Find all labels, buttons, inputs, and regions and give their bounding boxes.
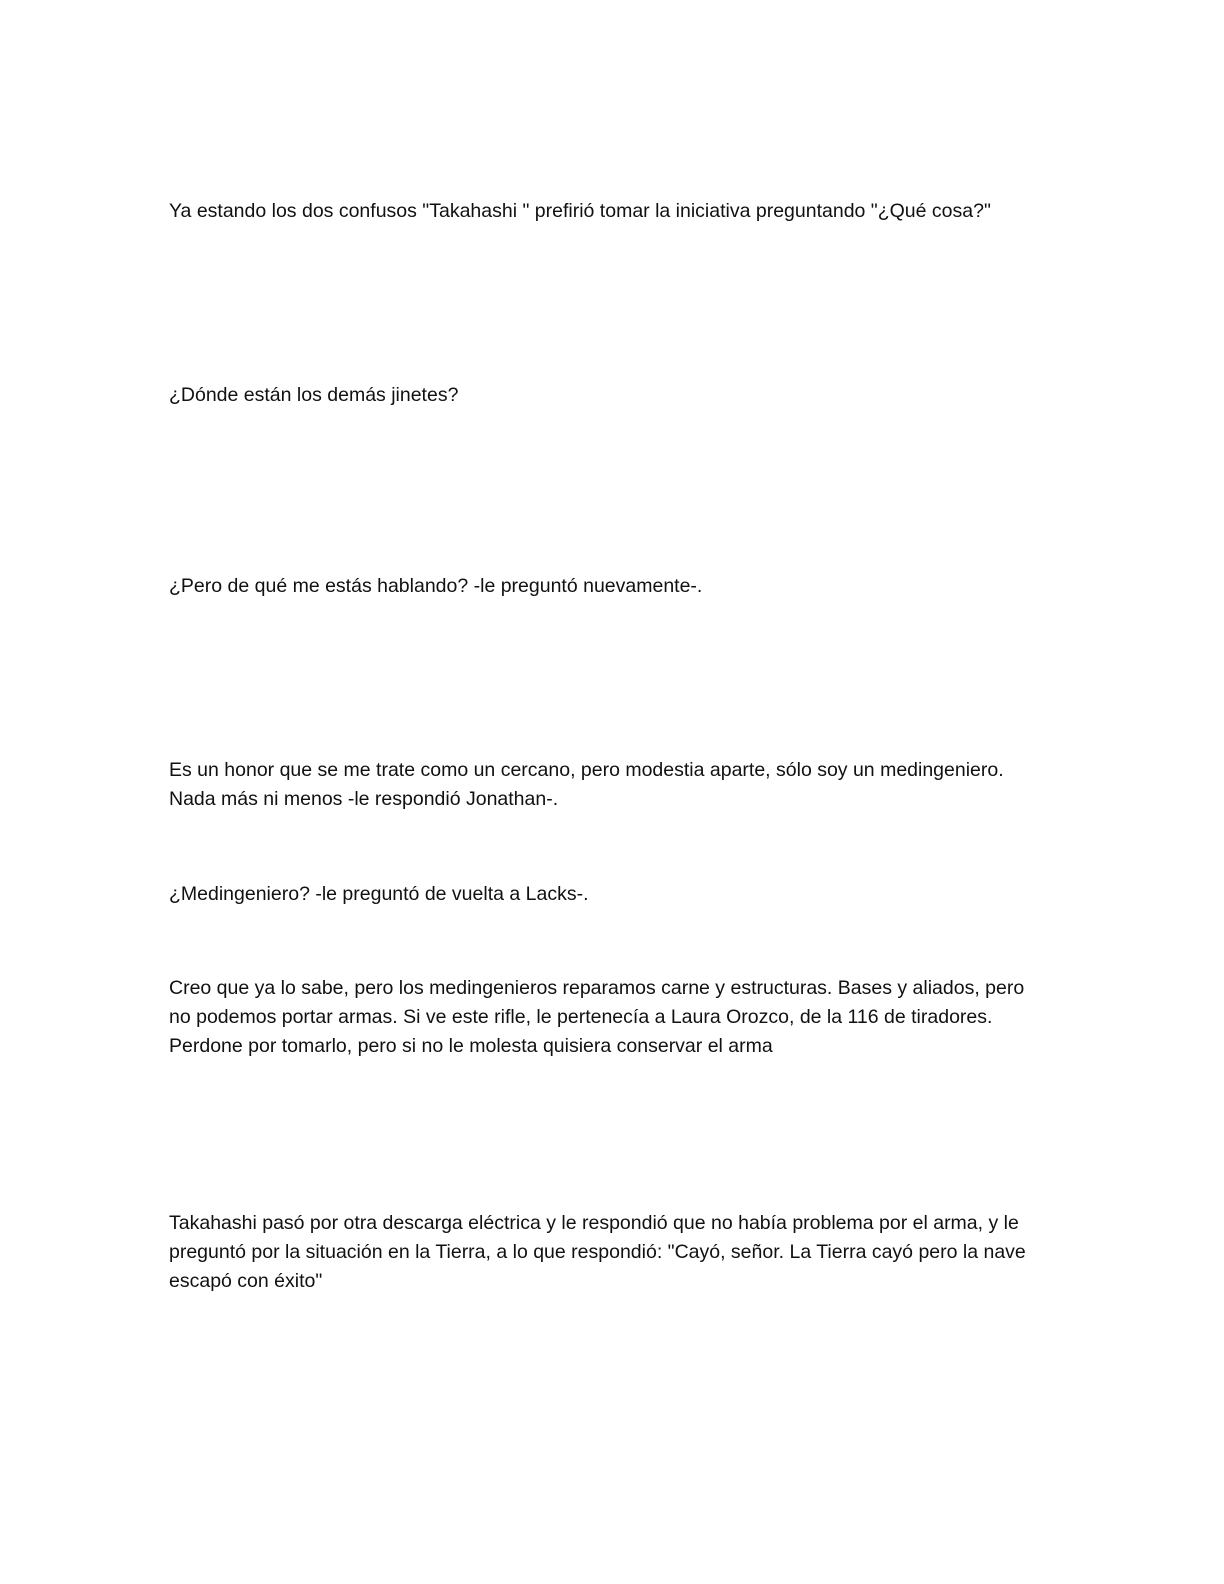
paragraph-other-riders <box>169 381 1059 410</box>
text-line: Nada más ni menos -le respondió Jonathan-. <box>169 788 559 810</box>
text-line: preguntó por la situación en la Tierra, a lo que respondió: "Cayó, señor. La Tierra cayó pero la nave <box>169 1241 1026 1263</box>
text-line: ¿Pero de qué me estás hablando? -le preguntó nuevamente-. <box>169 575 703 597</box>
text-line: Ya estando los dos confusos "Takahashi " prefirió tomar la iniciativa preguntando "¿Qué cosa?" <box>169 200 991 222</box>
text-line: ¿Dónde están los demás jinetes? <box>169 384 459 406</box>
paragraph-honor-medingeniero <box>169 756 1059 814</box>
text-line: escapó con éxito" <box>169 1270 323 1292</box>
text-line: Es un honor que se me trate como un cercano, pero modestia aparte, sólo soy un medingeniero. <box>169 759 1004 781</box>
text-line: Takahashi pasó por otra descarga eléctrica y le respondió que no había problema por el arma, y le <box>169 1212 1019 1234</box>
paragraph-what-talking <box>169 572 1059 601</box>
text-line: no podemos portar armas. Si ve este rifle, le pertenecía a Laura Orozco, de la 116 de tiradores. <box>169 1006 993 1028</box>
paragraph-question-takahashi <box>169 197 1059 226</box>
text-line: Creo que ya lo sabe, pero los medingenieros reparamos carne y estructuras. Bases y aliados, pero <box>169 977 1025 999</box>
paragraph-rifle-explanation <box>169 974 1059 1061</box>
text-line: ¿Medingeniero? -le preguntó de vuelta a Lacks-. <box>169 883 589 905</box>
text-line: Perdone por tomarlo, pero si no le molesta quisiera conservar el arma <box>169 1035 773 1057</box>
paragraph-medingeniero-question <box>169 880 1059 909</box>
paragraph-earth-fell <box>169 1209 1059 1296</box>
